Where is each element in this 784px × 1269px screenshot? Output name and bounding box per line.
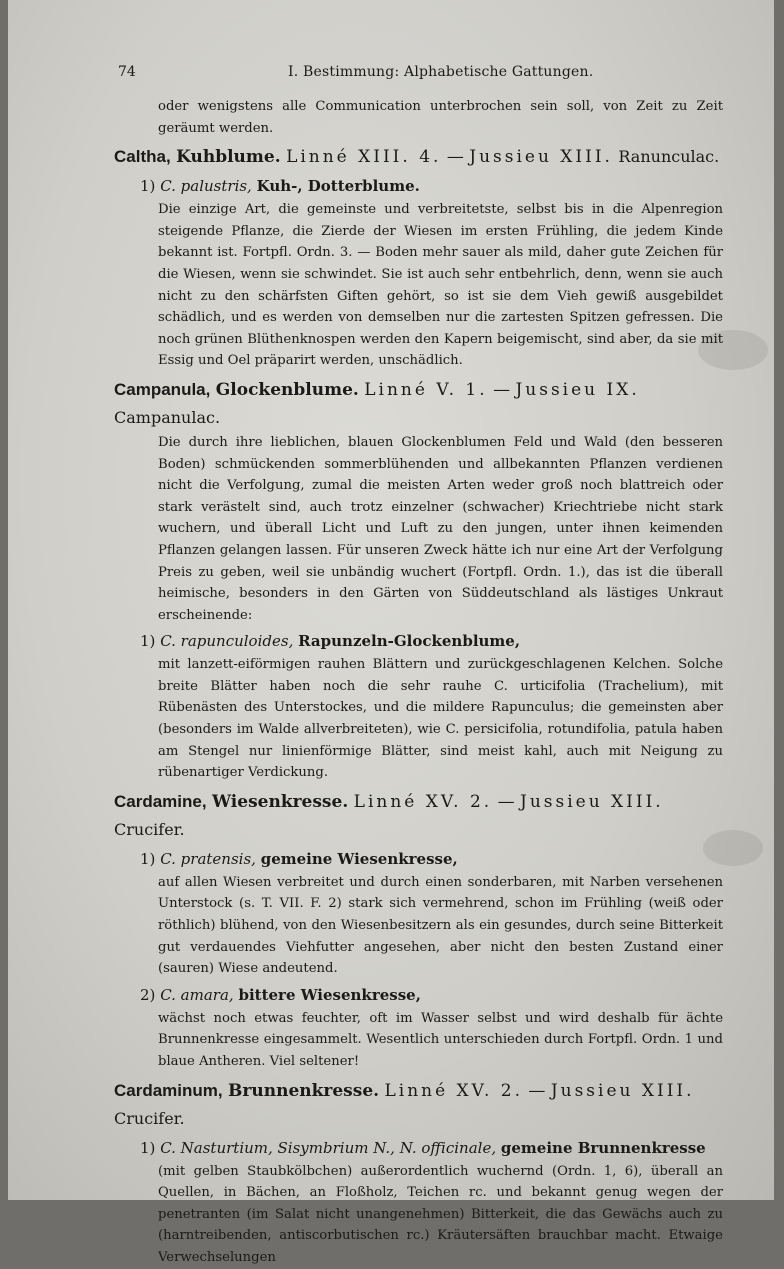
species-heading (140, 1135, 723, 1161)
genus-entry-caltha (114, 143, 723, 171)
family-name: Crucifer. (114, 819, 185, 839)
genus-name: Cardamine, (114, 791, 207, 811)
separator-dash: — (446, 147, 464, 168)
species-heading (140, 982, 723, 1008)
species-description: wächst noch etwas feuchter, oft im Wasser selbst und wird deshalb für ächte Brunnenkresse eingesammelt. Wesentlich unterschieden durch Fortpfl. Ordn. 1 und blaue Antheren. Viel seltener! (158, 1010, 723, 1069)
family-name: Crucifer. (114, 1108, 185, 1128)
genus-entry-cardaminum (114, 1077, 723, 1133)
common-name: Glockenblume. (215, 379, 359, 400)
linne-class: Linné XV. 2. (384, 1080, 523, 1101)
species-number: 2) (140, 985, 156, 1004)
common-name: Wiesenkresse. (212, 791, 349, 812)
common-name: Kuhblume. (176, 147, 281, 168)
species-description: auf allen Wiesen verbreitet und durch einen sonderbaren, mit Narben versehenen Unterstock (s. T. VII. F. 2) stark sich vermehrend, schon im Frühling (weiß oder röthlich) blühend, von den Wiesenbesitzern als ein gesundes, durch seine Bitterkeit gut verdauendes Viehfutter angesehen, aber nicht den besten Zustand einer (sauren) Wiese andeutend. (158, 874, 723, 977)
species-number: 1) (140, 177, 156, 196)
genus-entry-campanula (114, 376, 723, 432)
separator-dash: — (497, 791, 515, 812)
species-description: Die einzige Art, die gemeinste und verbreitetste, selbst bis in die Alpenregion steigende Pflanze, die Zierde der Wiesen im ersten Frühling, die jedem Kinde bekannt ist. Fortpfl. Ordn. 3. — Boden mehr sauer als mild, daher gute Zeichen für die Wiesen, wenn sie schwindet. Sie ist auch sehr entbehrlich, denn, wenn sie auch nicht zu den schärfsten Giften gehört, so ist sie dem Vieh gewiß ausgebildet schädlich, und es werden von demselben nur die zartesten Spitzen gefressen. Die noch grünen Blüthenknospen werden den Kapern beigemischt, sind aber, da sie mit Essig und Oel präparirt werden, unschädlich. (158, 202, 723, 369)
linne-class: Linné V. 1. (364, 379, 488, 400)
species-name: bittere Wiesenkresse, (238, 985, 421, 1004)
species-description: mit lanzett-eiförmigen rauhen Blättern und zurückgeschlagenen Kelchen. Solche breite Blätter haben noch die sehr rauhe C. urticifolia (Trachelium), mit Rübenästen des Unterstockes, und die mildere Rapunculus; die gemeinsten aber (besonders im Walde allverbreiteten), wie C. persicifolia, rotundifolia, patula haben am Stengel nur linienförmige Blätter, sind meist kahl, auch mit Neigung zu rübenartiger Verdickung. (158, 657, 723, 781)
species-latin: C. pratensis, (160, 849, 256, 868)
species-name: gemeine Wiesenkresse, (260, 849, 458, 868)
genus-name: Caltha, (114, 147, 171, 167)
running-title: I. Bestimmung: Alphabetische Gattungen. (288, 64, 594, 80)
species-latin: C. Nasturtium, Sisymbrium N., N. officinale, (160, 1138, 497, 1157)
linne-class: Linné XV. 2. (353, 791, 493, 812)
jussieu-class: Jussieu XIII. (469, 147, 613, 168)
species-latin: C. palustris, (160, 177, 252, 196)
family-name: Campanulac. (114, 407, 221, 427)
linne-class: Linné XIII. 4. (286, 147, 442, 168)
genus-name: Cardaminum, (114, 1080, 223, 1100)
separator-dash: — (528, 1080, 546, 1101)
species-description: (mit gelben Staubkölbchen) außerordentlich wuchernd (Ordn. 1, 6), überall an Quellen, in Bächen, an Floßholz, Teichen rc. und bekannt genug wegen der penetranten (im Salat nicht unangenehmen) Bitterkeit, die das Gewächs auch zu (harntreibenden, antiscorbutischen rc.) Kräutersäften brauchbar macht. Etwaige Verwechselungen (158, 1163, 723, 1265)
genus-entry-cardamine (114, 788, 723, 844)
species-heading (140, 173, 723, 199)
page-number: 74 (118, 64, 136, 80)
page-header (118, 62, 714, 86)
species-name: gemeine Brunnenkresse (500, 1138, 706, 1157)
jussieu-class: Jussieu XIII. (520, 791, 664, 812)
intro-paragraph: oder wenigstens alle Communication unterbrochen sein soll, von Zeit zu Zeit geräumt werden. (158, 99, 723, 136)
species-heading (140, 628, 723, 654)
species-latin: C. rapunculoides, (160, 632, 294, 651)
species-latin: C. amara, (160, 985, 234, 1004)
family-name: Ranunculac. (618, 147, 720, 167)
genus-description: Die durch ihre lieblichen, blauen Glockenblumen Feld und Wald (den besseren Boden) schmückenden sommerblühenden und allbekannten Pflanzen verdienen nicht die Verfolgung, zumal die meisten Arten weder groß noch blattreich oder stark verästelt sind, auch trotz einzelner (schwacher) Kriechtriebe nicht stark wuchern, und überall Licht und Luft zu den jungen, unter ihnen keimenden Pflanzen gelangen lassen. Für unseren Zweck hätte ich nur eine Art der Verfolgung Preis zu geben, weil sie unbändig wuchert (Fortpfl. Ordn. 1.), das ist die überall heimische, besonders in den Gärten von Süddeutschland als lästiges Unkraut erscheinende: (158, 434, 723, 623)
species-number: 1) (140, 849, 156, 868)
page-body (114, 96, 723, 1269)
species-heading (140, 846, 723, 872)
species-number: 1) (140, 1138, 156, 1157)
separator-dash: — (493, 379, 511, 400)
common-name: Brunnenkresse. (228, 1080, 380, 1101)
book-page (8, 0, 774, 1265)
species-name: Rapunzeln-Glockenblume, (298, 632, 521, 651)
genus-name: Campanula, (114, 379, 211, 399)
jussieu-class: Jussieu IX. (515, 379, 640, 400)
jussieu-class: Jussieu XIII. (550, 1080, 695, 1101)
species-number: 1) (140, 632, 156, 651)
species-name: Kuh-, Dotterblume. (256, 177, 420, 196)
